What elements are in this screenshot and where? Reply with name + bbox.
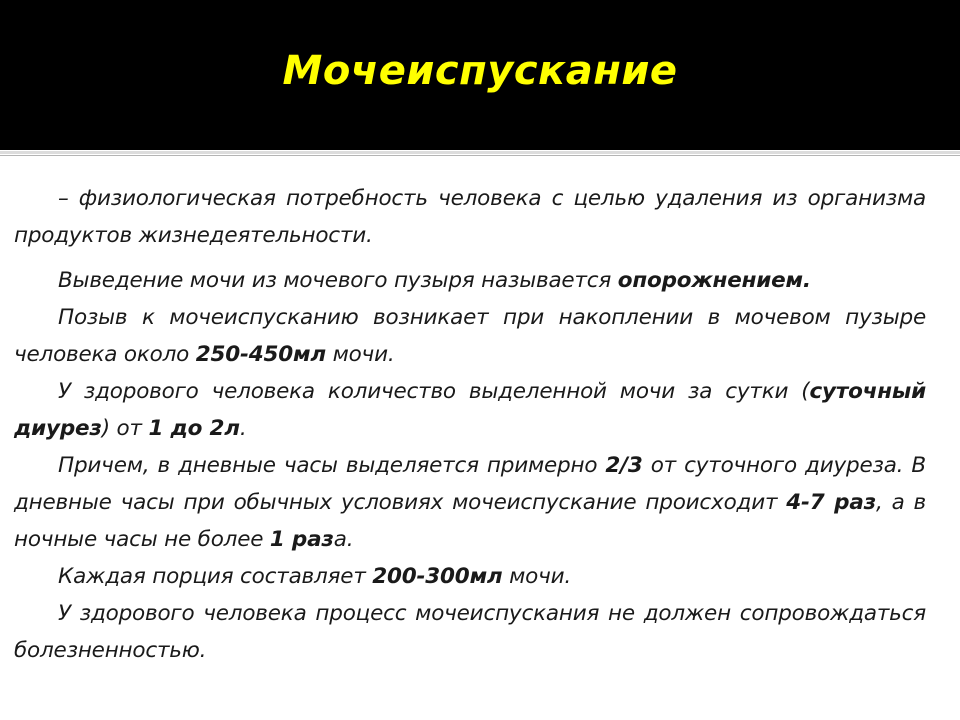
slide-title: Мочеиспускание [282,48,678,94]
frequency-text-mid: от суточного диуреза. В дневные часы при обычных условиях мочеиспускание происходит [14,453,926,515]
portion-text-end: мочи. [502,564,572,589]
portion-paragraph [14,558,926,595]
definition-paragraph [14,180,926,254]
divider-shadow-line [0,155,960,156]
frequency-text-night: , а в ночные часы не более [14,490,926,552]
diuresis-volume: 1 до 2л [148,416,240,441]
day-frequency: 4-7 раз [786,490,876,515]
title-bar [0,0,960,150]
urge-volume: 250-450мл [195,342,326,367]
painless-text: У здорового человека процесс мочеиспускания не должен сопровождаться болезненностью. [14,601,926,663]
emptying-paragraph [14,262,926,299]
diuresis-term: суточный диурез [14,379,926,441]
urge-text-end: мочи. [325,342,395,367]
painless-paragraph [14,595,926,669]
frequency-text: Причем, в дневные часы выделяется примерно [58,453,606,478]
definition-text: – физиологическая потребность человека с целью удаления из организма продуктов жизнедеятельности. [14,186,926,248]
divider-line [0,151,960,154]
diuresis-text-mid: ) от [101,416,149,441]
frequency-paragraph [14,447,926,558]
day-fraction: 2/3 [605,453,643,478]
night-frequency: 1 раз [269,527,334,552]
portion-volume: 200-300мл [372,564,503,589]
frequency-text-end: а. [333,527,354,552]
emptying-term: опорожнением. [617,268,811,293]
portion-text: Каждая порция составляет [58,564,373,589]
emptying-text: Выведение мочи из мочевого пузыря называется [58,268,618,293]
urge-text: Позыв к мочеиспусканию возникает при накоплении в мочевом пузыре человека около [14,305,926,367]
urge-paragraph [14,299,926,373]
diuresis-text: У здорового человека количество выделенной мочи за сутки ( [58,379,810,404]
slide-body [14,180,926,669]
diuresis-text-end: . [239,416,247,441]
diuresis-paragraph [14,373,926,447]
